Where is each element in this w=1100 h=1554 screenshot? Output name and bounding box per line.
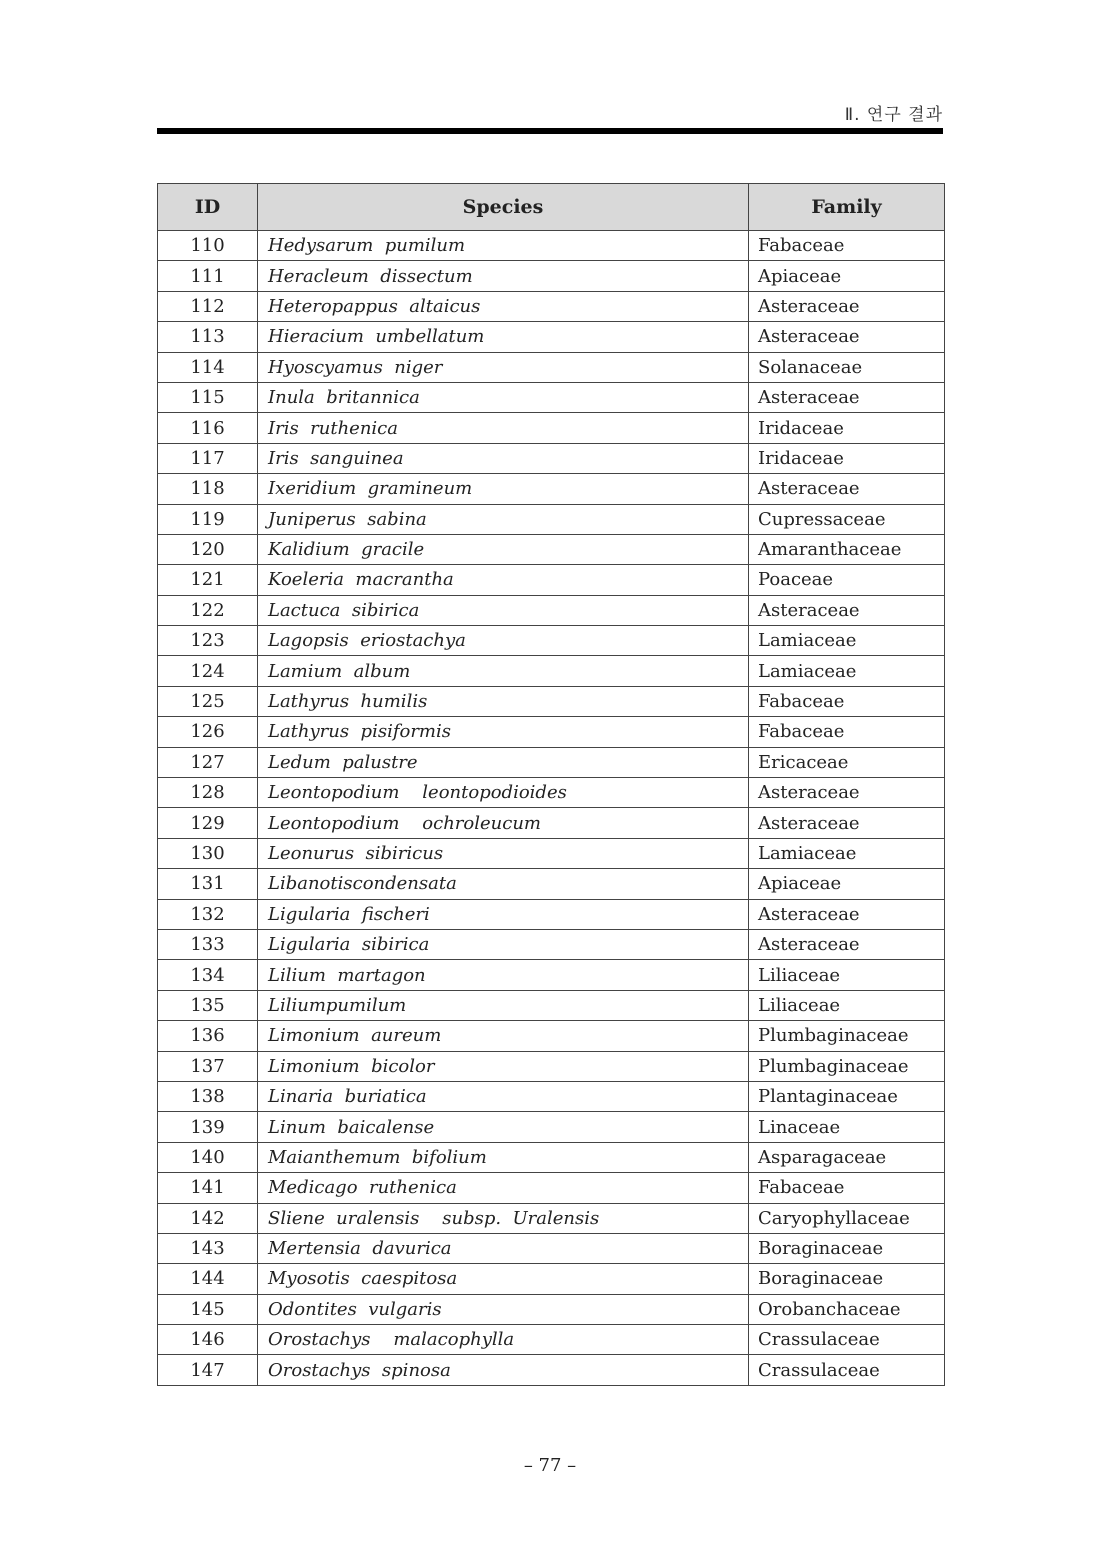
cell-family: Plumbaginaceae	[749, 1021, 945, 1051]
cell-id: 133	[158, 929, 258, 959]
cell-id: 136	[158, 1021, 258, 1051]
page-number: – 77 –	[523, 1455, 577, 1476]
cell-id: 124	[158, 656, 258, 686]
cell-family: Lamiaceae	[749, 626, 945, 656]
table-row	[158, 231, 945, 261]
cell-species: Sliene uralensis subsp. Uralensis	[258, 1203, 749, 1233]
cell-species: Mertensia davurica	[258, 1233, 749, 1263]
cell-family: Apiaceae	[749, 261, 945, 291]
table-row	[158, 1264, 945, 1294]
cell-id: 128	[158, 778, 258, 808]
table-row	[158, 869, 945, 899]
cell-species: Lactuca sibirica	[258, 595, 749, 625]
table-row	[158, 261, 945, 291]
cell-id: 142	[158, 1203, 258, 1233]
cell-id: 122	[158, 595, 258, 625]
cell-species: Linum baicalense	[258, 1112, 749, 1142]
cell-species: Ligularia fischeri	[258, 899, 749, 929]
cell-family: Crassulaceae	[749, 1355, 945, 1385]
cell-species: Leontopodium ochroleucum	[258, 808, 749, 838]
cell-family: Boraginaceae	[749, 1233, 945, 1263]
cell-id: 138	[158, 1081, 258, 1111]
column-header-family: Family	[749, 184, 945, 231]
cell-family: Plumbaginaceae	[749, 1051, 945, 1081]
cell-id: 129	[158, 808, 258, 838]
cell-family: Asteraceae	[749, 899, 945, 929]
table-row	[158, 565, 945, 595]
cell-id: 145	[158, 1294, 258, 1324]
cell-id: 115	[158, 382, 258, 412]
cell-species: Lamium album	[258, 656, 749, 686]
cell-id: 121	[158, 565, 258, 595]
cell-id: 119	[158, 504, 258, 534]
table-body	[158, 231, 945, 1386]
section-header: Ⅱ. 연구 결과	[844, 105, 943, 125]
cell-family: Solanaceae	[749, 352, 945, 382]
cell-family: Boraginaceae	[749, 1264, 945, 1294]
cell-family: Liliaceae	[749, 990, 945, 1020]
header-rule	[157, 128, 943, 134]
cell-family: Ericaceae	[749, 747, 945, 777]
cell-family: Iridaceae	[749, 413, 945, 443]
cell-family: Plantaginaceae	[749, 1081, 945, 1111]
table-row	[158, 1142, 945, 1172]
cell-family: Asteraceae	[749, 808, 945, 838]
cell-id: 112	[158, 291, 258, 321]
table-row	[158, 534, 945, 564]
cell-species: Iris sanguinea	[258, 443, 749, 473]
cell-id: 117	[158, 443, 258, 473]
cell-family: Crassulaceae	[749, 1325, 945, 1355]
cell-id: 135	[158, 990, 258, 1020]
cell-id: 139	[158, 1112, 258, 1142]
cell-id: 131	[158, 869, 258, 899]
table-row	[158, 899, 945, 929]
cell-species: Maianthemum bifolium	[258, 1142, 749, 1172]
table-row	[158, 1233, 945, 1263]
cell-id: 146	[158, 1325, 258, 1355]
cell-species: Linaria buriatica	[258, 1081, 749, 1111]
column-header-id: ID	[158, 184, 258, 231]
cell-species: Lilium martagon	[258, 960, 749, 990]
cell-family: Asparagaceae	[749, 1142, 945, 1172]
cell-species: Liliumpumilum	[258, 990, 749, 1020]
cell-family: Asteraceae	[749, 595, 945, 625]
cell-family: Caryophyllaceae	[749, 1203, 945, 1233]
cell-id: 140	[158, 1142, 258, 1172]
cell-family: Poaceae	[749, 565, 945, 595]
table-row	[158, 747, 945, 777]
cell-family: Asteraceae	[749, 322, 945, 352]
cell-species: Ligularia sibirica	[258, 929, 749, 959]
cell-id: 147	[158, 1355, 258, 1385]
cell-id: 127	[158, 747, 258, 777]
table-row	[158, 686, 945, 716]
cell-species: Heteropappus altaicus	[258, 291, 749, 321]
cell-id: 114	[158, 352, 258, 382]
cell-species: Juniperus sabina	[258, 504, 749, 534]
cell-family: Fabaceae	[749, 686, 945, 716]
table-row	[158, 1325, 945, 1355]
cell-family: Fabaceae	[749, 231, 945, 261]
cell-species: Iris ruthenica	[258, 413, 749, 443]
cell-species: Leonurus sibiricus	[258, 838, 749, 868]
table-row	[158, 626, 945, 656]
table-row	[158, 1203, 945, 1233]
cell-id: 113	[158, 322, 258, 352]
cell-family: Fabaceae	[749, 717, 945, 747]
table-row	[158, 717, 945, 747]
cell-species: Orostachys spinosa	[258, 1355, 749, 1385]
cell-id: 143	[158, 1233, 258, 1263]
cell-family: Lamiaceae	[749, 838, 945, 868]
cell-family: Linaceae	[749, 1112, 945, 1142]
cell-family: Amaranthaceae	[749, 534, 945, 564]
cell-species: Medicago ruthenica	[258, 1173, 749, 1203]
cell-species: Ixeridium gramineum	[258, 474, 749, 504]
cell-family: Asteraceae	[749, 474, 945, 504]
cell-family: Cupressaceae	[749, 504, 945, 534]
cell-id: 116	[158, 413, 258, 443]
cell-species: Inula britannica	[258, 382, 749, 412]
cell-species: Lathyrus humilis	[258, 686, 749, 716]
cell-species: Heracleum dissectum	[258, 261, 749, 291]
cell-family: Apiaceae	[749, 869, 945, 899]
table-row	[158, 1081, 945, 1111]
table-row	[158, 960, 945, 990]
table-row	[158, 838, 945, 868]
cell-family: Asteraceae	[749, 382, 945, 412]
table-row	[158, 1173, 945, 1203]
cell-species: Leontopodium leontopodioides	[258, 778, 749, 808]
cell-family: Asteraceae	[749, 291, 945, 321]
table-row	[158, 1355, 945, 1385]
cell-species: Lathyrus pisiformis	[258, 717, 749, 747]
cell-id: 120	[158, 534, 258, 564]
cell-family: Liliaceae	[749, 960, 945, 990]
cell-id: 141	[158, 1173, 258, 1203]
cell-family: Asteraceae	[749, 929, 945, 959]
table-row	[158, 352, 945, 382]
cell-species: Myosotis caespitosa	[258, 1264, 749, 1294]
table-row	[158, 1051, 945, 1081]
table-row	[158, 413, 945, 443]
table-row	[158, 474, 945, 504]
cell-species: Kalidium gracile	[258, 534, 749, 564]
table-row	[158, 1021, 945, 1051]
table-header-row	[158, 184, 945, 231]
table-row	[158, 291, 945, 321]
table-row	[158, 656, 945, 686]
cell-id: 130	[158, 838, 258, 868]
cell-family: Iridaceae	[749, 443, 945, 473]
cell-id: 132	[158, 899, 258, 929]
cell-id: 118	[158, 474, 258, 504]
cell-id: 126	[158, 717, 258, 747]
table-row	[158, 778, 945, 808]
cell-species: Odontites vulgaris	[258, 1294, 749, 1324]
cell-id: 125	[158, 686, 258, 716]
table-row	[158, 322, 945, 352]
cell-id: 137	[158, 1051, 258, 1081]
cell-id: 144	[158, 1264, 258, 1294]
cell-species: Hedysarum pumilum	[258, 231, 749, 261]
table-row	[158, 1112, 945, 1142]
column-header-species: Species	[258, 184, 749, 231]
cell-family: Fabaceae	[749, 1173, 945, 1203]
cell-species: Hyoscyamus niger	[258, 352, 749, 382]
cell-species: Ledum palustre	[258, 747, 749, 777]
cell-family: Lamiaceae	[749, 656, 945, 686]
table-row	[158, 808, 945, 838]
table-row	[158, 504, 945, 534]
cell-family: Orobanchaceae	[749, 1294, 945, 1324]
table-row	[158, 1294, 945, 1324]
cell-id: 134	[158, 960, 258, 990]
table-row	[158, 990, 945, 1020]
cell-species: Libanotiscondensata	[258, 869, 749, 899]
table-row	[158, 929, 945, 959]
cell-species: Lagopsis eriostachya	[258, 626, 749, 656]
cell-id: 111	[158, 261, 258, 291]
cell-id: 110	[158, 231, 258, 261]
table-row	[158, 595, 945, 625]
table-row	[158, 443, 945, 473]
cell-species: Limonium bicolor	[258, 1051, 749, 1081]
cell-species: Orostachys malacophylla	[258, 1325, 749, 1355]
cell-species: Hieracium umbellatum	[258, 322, 749, 352]
species-table	[157, 183, 945, 1386]
cell-id: 123	[158, 626, 258, 656]
table-row	[158, 382, 945, 412]
cell-species: Limonium aureum	[258, 1021, 749, 1051]
cell-family: Asteraceae	[749, 778, 945, 808]
cell-species: Koeleria macrantha	[258, 565, 749, 595]
